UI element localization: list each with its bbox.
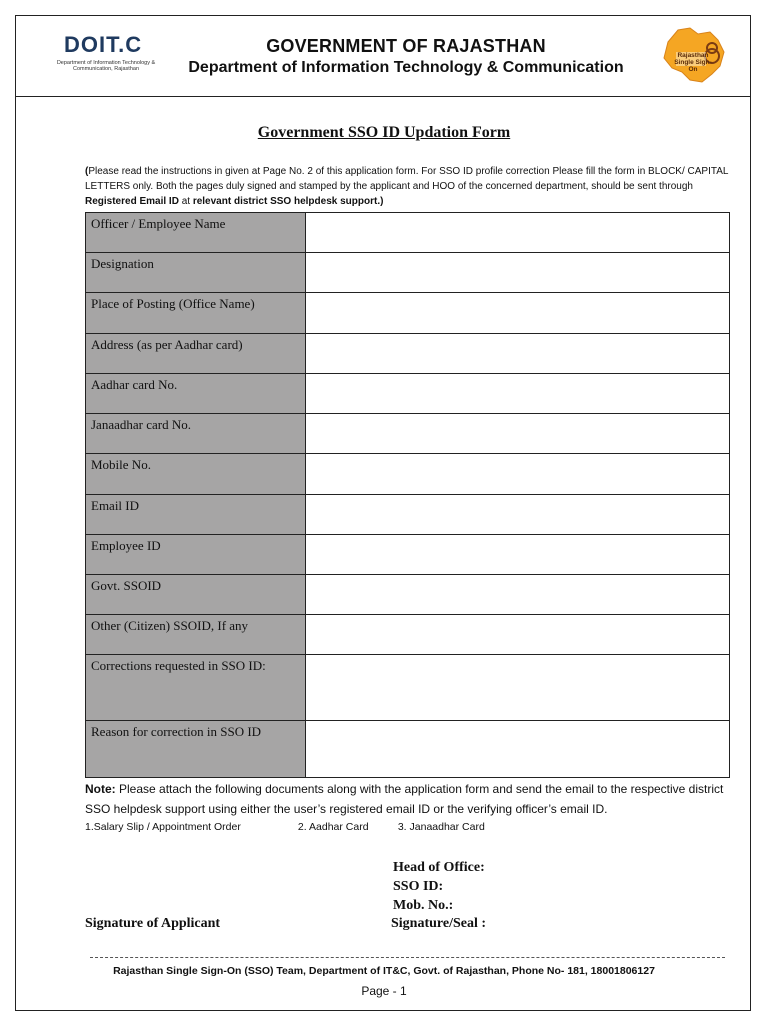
instructions-bold-email: Registered Email ID [85,196,179,207]
footer-divider [90,957,725,958]
field-label-citizen-ssoid: Other (Citizen) SSOID, If any [86,615,306,655]
field-input-govt-ssoid[interactable] [306,575,730,615]
table-row [86,535,730,575]
note [85,779,735,819]
instructions-text-1: Please read the instructions in given at Page No. 2 of this application form. For SSO ID profile correction Please fill the form in BLOCK/ CAPITAL LETTERS only. Both the pages duly signed and stamped by the applicant and HOO of the concerned department, should be sent through [85,166,729,192]
head-of-office-block [393,858,485,915]
instructions-text-2: at [178,196,193,207]
header-title-block [166,36,646,77]
instructions [85,164,731,209]
note-text: Please attach the following documents along with the application form and send the email to the respective district SSO helpdesk support using either the user’s registered email ID or the verifying officer’s email ID. [85,782,724,816]
doitc-logo [46,28,166,88]
field-input-corrections[interactable] [306,655,730,721]
rajasthan-sso-logo [654,22,734,90]
document-item-salary-slip: 1.Salary Slip / Appointment Order [85,821,241,833]
header-subtitle: Department of Information Technology & Communication [188,59,624,76]
document-item-aadhar: 2. Aadhar Card [297,821,369,833]
doitc-logo-text: DOIT.C [64,32,143,57]
field-input-citizen-ssoid[interactable] [306,615,730,655]
field-label-place-of-posting: Place of Posting (Office Name) [86,293,306,334]
instructions-open-paren: ( [85,166,89,177]
page-number: Page - 1 [361,984,407,998]
table-row [86,575,730,615]
table-row [86,374,730,414]
field-label-govt-ssoid: Govt. SSOID [86,575,306,615]
table-row [86,721,730,778]
instructions-bold-helpdesk: relevant district SSO helpdesk support. [192,196,381,207]
note-label: Note: [85,782,116,796]
table-row [86,615,730,655]
field-label-mobile: Mobile No. [86,454,306,495]
signature-seal-label: Signature/Seal : [391,916,487,931]
hoo-sso-id-label: SSO ID: [393,879,444,894]
field-label-reason: Reason for correction in SSO ID [86,721,306,778]
table-row [86,213,730,253]
field-label-address: Address (as per Aadhar card) [86,334,306,374]
footer-contact: Rajasthan Single Sign-On (SSO) Team, Department of IT&C, Govt. of Rajasthan, Phone No- 181, 18001806127 [113,965,655,977]
field-input-employee-id[interactable] [306,535,730,575]
field-input-mobile[interactable] [306,454,730,495]
document-item-janaadhar: 3. Janaadhar Card [397,821,485,833]
instructions-close-paren: ) [380,196,384,207]
hoo-mob-no-label: Mob. No.: [393,898,454,913]
form-table [85,212,730,778]
field-label-designation: Designation [86,253,306,293]
field-label-aadhar: Aadhar card No. [86,374,306,414]
field-input-officer-name[interactable] [306,213,730,253]
field-input-address[interactable] [306,334,730,374]
head-of-office-label: Head of Office: [393,860,485,875]
field-label-corrections: Corrections requested in SSO ID: [86,655,306,721]
field-input-email[interactable] [306,495,730,535]
field-label-employee-id: Employee ID [86,535,306,575]
rajasthan-sso-logo-text: Rajasthan Single Sign-On [674,52,712,73]
table-row [86,293,730,334]
field-input-reason[interactable] [306,721,730,778]
table-row [86,454,730,495]
table-row [86,253,730,293]
table-row [86,414,730,454]
field-input-designation[interactable] [306,253,730,293]
form-title-text: Government SSO ID Updation Form [257,124,511,141]
field-input-place-of-posting[interactable] [306,293,730,334]
header-title: GOVERNMENT OF RAJASTHAN [266,36,546,56]
field-label-email: Email ID [86,495,306,535]
documents-list [85,821,735,833]
signature-applicant-label: Signature of Applicant [85,916,221,931]
table-row [86,495,730,535]
doitc-logo-subtext: Department of Information Technology & Communication, Rajasthan [56,60,156,72]
field-input-janaadhar[interactable] [306,414,730,454]
header [16,16,750,97]
field-label-janaadhar: Janaadhar card No. [86,414,306,454]
table-row [86,655,730,721]
field-label-officer-name: Officer / Employee Name [86,213,306,253]
table-row [86,334,730,374]
field-input-aadhar[interactable] [306,374,730,414]
form-title [0,124,768,142]
